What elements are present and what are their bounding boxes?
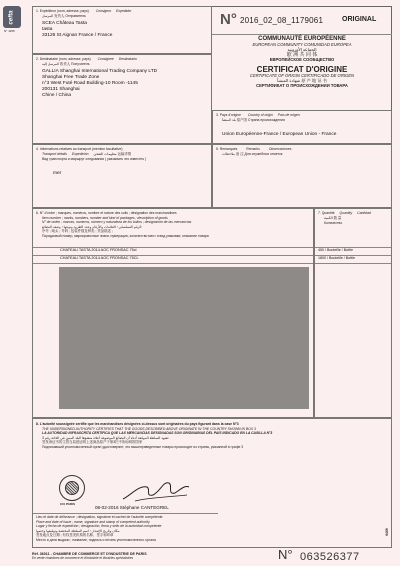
- box-6-label-ru: Порядковый номер, маркировочные знаки, нумерация, количество мест и вид упаковки; описание товара: [42, 233, 209, 238]
- consignee-line-2: Shanghai Free Trade Zone: [42, 75, 100, 80]
- country-of-origin-value: Union Européenne-France / European Union - France: [222, 132, 337, 137]
- serial-no-label: N°: [278, 547, 293, 562]
- box-7-label-en: Quantity: [339, 211, 353, 215]
- box-5-label-fr: 5. Remarques: [216, 147, 238, 151]
- header-right: [212, 6, 392, 110]
- box-7-label-fr: 7. Quantité: [318, 211, 335, 215]
- box-7-quantity: [314, 208, 392, 418]
- certificate-no-label: N°: [220, 11, 237, 28]
- cert-line-2: CERTIFICATE OF ORIGIN CERTIFICADO DE ORIGEN: [249, 73, 355, 79]
- box-4-label-es: Expedición: [71, 152, 89, 156]
- place-date-ar: مكان وتاريخ الإصدار ؛ اسم السلطة المختصة وتوقيعها وختمها: [36, 528, 120, 533]
- redacted-goods-area: [59, 267, 309, 409]
- goods-item-1: CHATEAU TASTA 2014 AOC FRONSAC 75cl: [60, 248, 137, 252]
- box-4-label-en: Transport details: [42, 152, 68, 156]
- certificate-number: 2016_02_08_1179061: [240, 16, 324, 25]
- quantity-1: 450 / Bouteille / Bottle: [318, 248, 353, 252]
- box-8-text-cn: 签发该证书的主管当局兹证明上述商品原产于第3栏中所标明的国家: [42, 440, 143, 444]
- place-date-ru: Место и дата выдачи ; название, подпись и печать уполномоченного органа: [36, 537, 156, 542]
- cefta-logo-number: N° 1155: [4, 29, 15, 33]
- serial-number: 063526377: [300, 551, 360, 563]
- box-2-label-multi: المرسل إليه 收货人 Получатель: [42, 62, 90, 66]
- box-6-label-es: N° de orden ; marcas, numeros, número y naturaleza de los bultos ; designación de las mercancías: [42, 220, 192, 224]
- official-stamp: [59, 475, 85, 501]
- stamp-text: CCI PARIS: [60, 502, 75, 506]
- box-3-label-fr: 3. Pays d'origine: [216, 113, 241, 117]
- box-8-text-ru: Подписавший уполномоченный орган удостоверяет, что вышеприведенные товары происходят из страны, указанной в графе 3: [42, 444, 244, 449]
- transport-value: mer: [53, 171, 62, 176]
- place-date-en: Place and date of issue ; name, signature and stamp of competent authority: [36, 519, 150, 524]
- quantity-2: 1800 / Bouteille / Bottle: [318, 256, 355, 260]
- box-4-label-multi: معلومات الشحن 运输详情: [93, 152, 132, 156]
- signature-icon: [121, 475, 191, 505]
- box-6-goods: [32, 208, 314, 418]
- footer-subtext: En vente chambres de commerce et d'industrie et librairies spécialisées: [32, 556, 134, 560]
- box-2-label-en: Consignee: [97, 57, 114, 61]
- box-6-label-cn: 序号 ; 唛头 ; 号码 ; 包装件数及种类 ; 货品描述 ;: [42, 229, 113, 233]
- goods-item-2: CHATEAU TASTA 2014 AOC FRONSAC 75CL: [60, 256, 139, 260]
- box-1-label-en: Consignor: [95, 9, 112, 13]
- title-line-4: 欧 洲 共 同 体: [286, 51, 318, 58]
- place-date-fr: Lieu et date de délivrance ; désignation, signature et cachet de l'autorité compétente: [36, 515, 163, 519]
- box-8-text-ar: تشهد السلطة الموقعة أدناه أن البضائع الموصوفة أعلاه منشؤها البلد المبين في الخانة رقم 3: [42, 435, 169, 440]
- box-6-label-fr: 6. N° d'ordre ; marques, numéros, nombre et nature des colis ; désignation des marchandises: [36, 211, 177, 215]
- box-1-label-multi: المرسل 发货人 Отправитель: [42, 14, 86, 18]
- place-date-cn: 签发地点及日期 ; 有权签发机构的名称、签字和印章: [36, 533, 114, 537]
- box-3-label-en: Country of origin: [247, 113, 273, 117]
- box-8-text-fr: 8. L'autorité soussignée certifie que les marchandises désignées ci-dessus sont originaires du pays figurant dans la case N°3: [36, 422, 239, 426]
- box-3-country-of-origin: [212, 110, 392, 144]
- issue-date-and-signatory: 08-02-2016 Stéphane CANTEGREL: [95, 505, 169, 510]
- box-1-label-fr: 1. Expéditeur (nom, adresse, pays): [36, 9, 89, 13]
- consignor-line-1: SCEA Château Tasta: [42, 21, 87, 26]
- box-5-label-en: Remarks: [246, 147, 260, 151]
- footer-reference: Réf. 36011 - CHAMBRE DE COMMERCE ET D'INDUSTRIE DE PARIS: [32, 552, 147, 556]
- title-line-3: الجماعة الأوروبية: [287, 46, 317, 52]
- consignee-line-3: n°3 West Futé Road Building-10 Room -1145: [42, 81, 138, 86]
- box-4-transport: [32, 144, 212, 208]
- consignor-line-3: 33126 St Aignan France / France: [42, 33, 113, 38]
- box-3-label-es: País de origen: [277, 113, 300, 117]
- box-2-consignee: [32, 54, 212, 144]
- box-7-label-multi: الكمية 数 量: [324, 216, 342, 220]
- box-1-consignor: [32, 6, 212, 54]
- box-7-label-ru: Количество: [324, 221, 343, 225]
- box-8-certification: [32, 418, 392, 548]
- original-label: ORIGINAL: [342, 16, 377, 23]
- box-8-text-en: THE UNDERSIGNED AUTHORITY CERTIFIES THAT THE GOODS DESCRIBED ABOVE ORIGINATE IN THE COUNTRY SHOWN IN BOX 3: [42, 426, 256, 431]
- cert-line-4: СЕРТИФИКАТ О ПРОИСХОЖДЕНИИ ТОВАРА: [256, 82, 348, 88]
- consignee-line-1: GALLIA Shanghai International Trading Company LTD: [42, 69, 158, 74]
- box-2-label-fr: 2. Destinataire (nom, adresse, pays): [36, 57, 91, 61]
- place-date-es: Lugar y fecha de expedición ; designación, firma y sello de la autoridad competente: [36, 524, 162, 528]
- box-5-label-es: Observaciones: [268, 147, 292, 151]
- consignor-line-2: tasta: [42, 27, 53, 32]
- box-7-label-es: Cantidad: [357, 211, 371, 215]
- title-line-5: ЕВРОПЕЙСКОЕ СООБЩЕСТВО: [269, 57, 335, 63]
- title-line-1: COMMUNAUTÉ EUROPÉENNE: [258, 36, 346, 42]
- box-6-label-ar: الرقم التسلسلي ؛ العلامات والأرقام وعدد الطرود ونوعها ؛ وصف البضائع: [42, 224, 142, 229]
- box-1-label-es: Expedidor: [116, 9, 132, 13]
- title-block: [212, 36, 392, 89]
- box-5-label-multi: ملاحظات 备 注 Для служебных отметок: [222, 152, 283, 156]
- cefta-logo-text: cefta: [8, 9, 15, 24]
- box-4-label-fr: 4. Informations relatives au transport (mention facultative): [36, 147, 123, 151]
- cert-line-3: شهادة المنشأ 原 产 地 证 书: [277, 78, 327, 84]
- consignee-line-5: Chine / China: [42, 93, 72, 98]
- corner-mark: 6469: [384, 528, 389, 536]
- cefta-logo: [3, 6, 21, 28]
- cert-line-1: CERTIFICAT D'ORIGINE: [256, 65, 348, 75]
- box-6-label-en: Item number ; marks, numbers, number and kind of packages ; description of goods: [42, 215, 168, 220]
- title-line-2: EUROPEAN COMMUNITY COMUNIDAD EUROPEA: [252, 41, 352, 47]
- box-5-remarks: [212, 144, 392, 208]
- box-2-label-es: Destinatario: [118, 57, 137, 61]
- consignee-line-4: 200131 Shanghai: [42, 87, 80, 92]
- box-3-label-multi: بلد المنشأ 原产国 Страна происхождения: [222, 118, 285, 122]
- box-4-label-ru: Вид транспорта и маршрут следования ( указывать это известно ): [42, 157, 147, 161]
- box-8-text-es: LA AUTORIDAD INFRASCRITA CERTIFICA QUE LAS MERCANCÍAS DESIGNADAS SON ORIGINARIAS DEL PAÍS INDICADO EN LA CASILLA N°3: [42, 431, 273, 435]
